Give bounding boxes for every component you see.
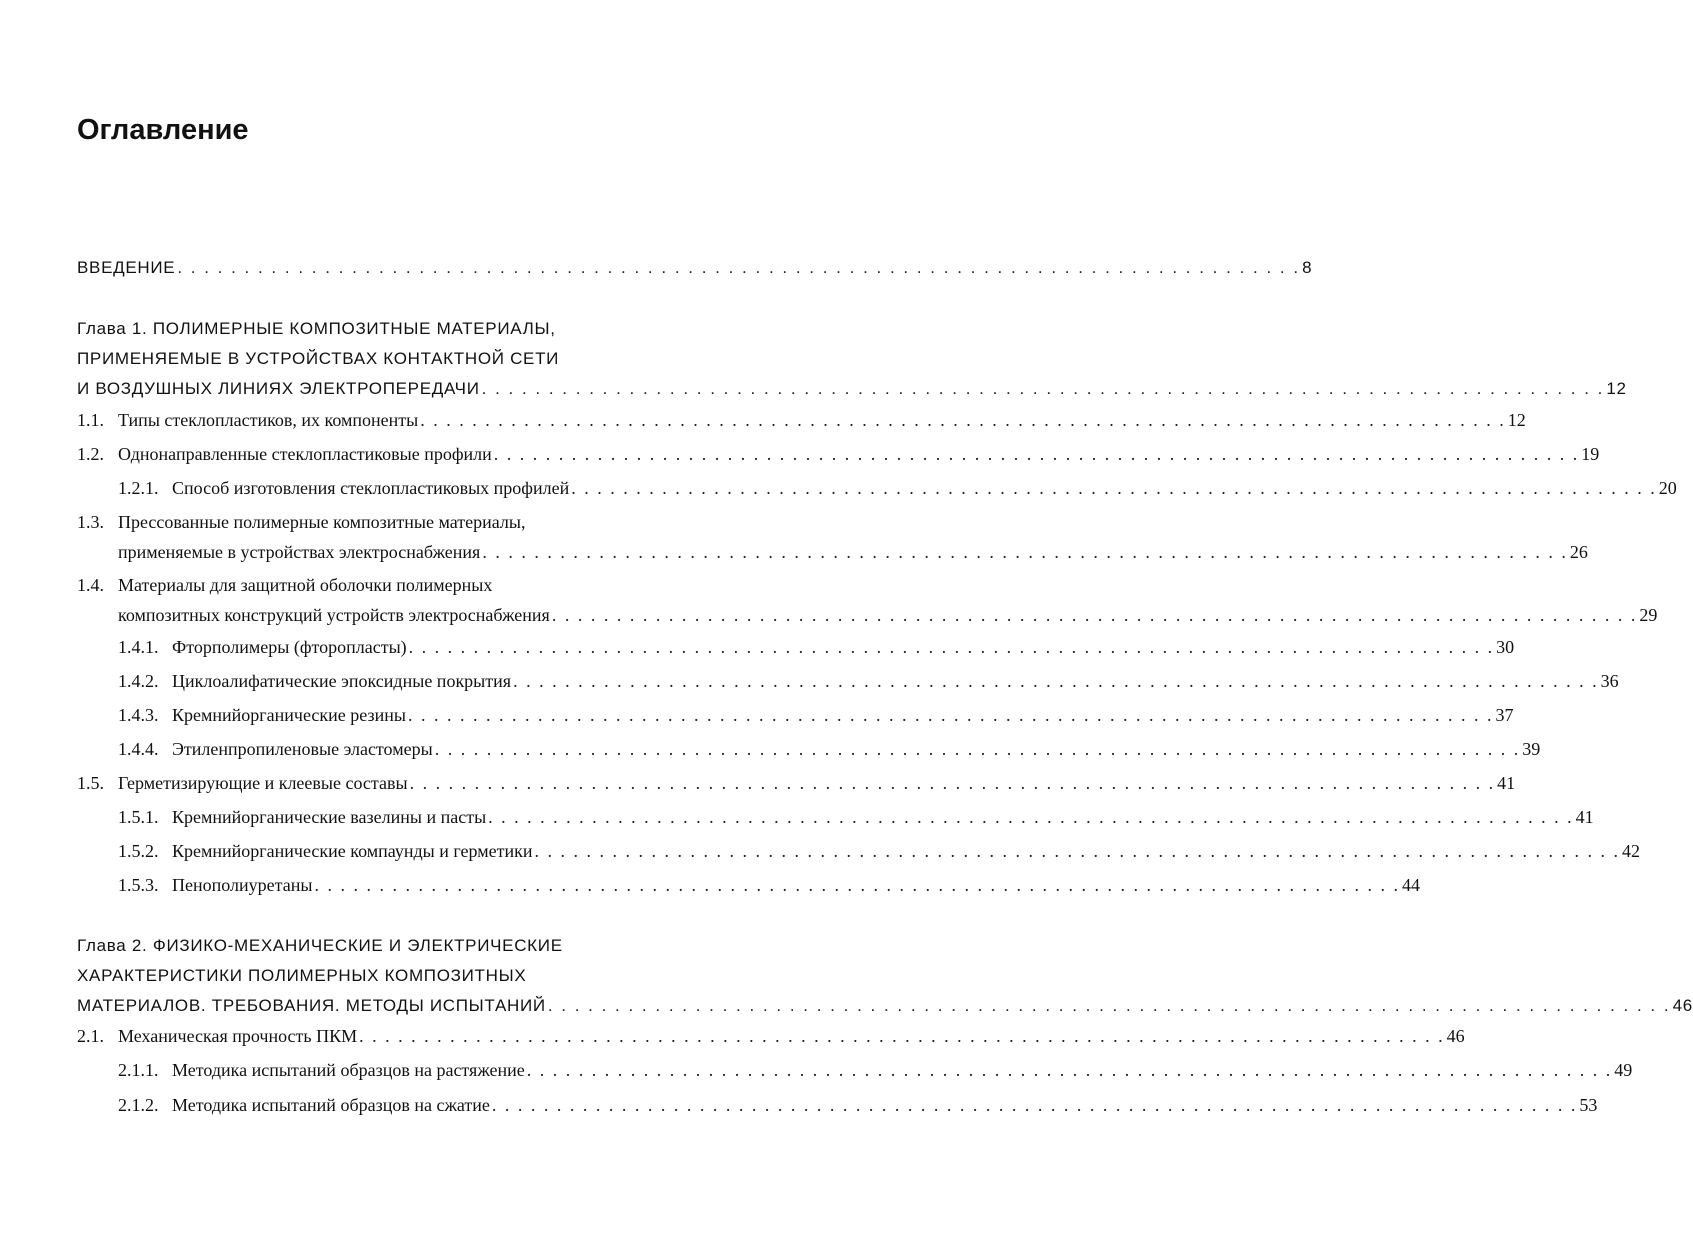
section-title: композитных конструкций устройств электроснабжения [118, 605, 550, 625]
section-number: 2.1. [77, 1026, 104, 1046]
toc-section-1-4[interactable] [77, 570, 1658, 630]
chapter-title-line: ПОЛИМЕРНЫЕ КОМПОЗИТНЫЕ МАТЕРИАЛЫ, [152, 319, 556, 338]
page-number: 46 [1446, 1026, 1465, 1046]
chapter-title-line: МАТЕРИАЛОВ. ТРЕБОВАНИЯ. МЕТОДЫ ИСПЫТАНИЙ [77, 996, 546, 1015]
chapter-title-line: И ВОЗДУШНЫХ ЛИНИЯХ ЭЛЕКТРОПЕРЕДАЧИ [77, 379, 480, 398]
section-number: 1.5.1. [118, 807, 159, 827]
toc-section-1-5-2[interactable] [77, 836, 1640, 866]
section-number: 1.4.4. [118, 739, 159, 759]
dot-leader: . . . . . . . . . . . . . . . . . . . . . . . . . . . . . . . . . . . . . . . . . . . . . . . . . . . . . . . . . . . . . . . . . . . . . . . . . . . . . . . . . . . . [547, 996, 1671, 1015]
section-number: 1.4.3. [118, 705, 159, 725]
section-number: 1.3. [77, 512, 104, 532]
dot-leader: . . . . . . . . . . . . . . . . . . . . . . . . . . . . . . . . . . . . . . . . . . . . . . . . . . . . . . . . . . . . . . . . . . . . . . . . . . . . . . . . . . . . [359, 1026, 1445, 1046]
section-title: Фторполимеры (фторопласты) [172, 637, 407, 657]
page-number: 46 [1672, 996, 1693, 1015]
section-number: 1.4. [77, 575, 104, 595]
page-title: Оглавление [77, 114, 249, 146]
page-number: 41 [1575, 807, 1594, 827]
section-title: Пенополиуретаны [172, 875, 313, 895]
toc-chapter-1[interactable] [77, 314, 1627, 404]
toc-section-1-2-1[interactable] [77, 473, 1677, 503]
section-title: Типы стеклопластиков, их компоненты [118, 410, 419, 430]
toc-section-1-4-2[interactable] [77, 666, 1619, 696]
dot-leader: . . . . . . . . . . . . . . . . . . . . . . . . . . . . . . . . . . . . . . . . . . . . . . . . . . . . . . . . . . . . . . . . . . . . . . . . . . . . . . . . . . . . [482, 542, 1568, 562]
section-title: Кремнийорганические вазелины и пасты [172, 807, 487, 827]
dot-leader: . . . . . . . . . . . . . . . . . . . . . . . . . . . . . . . . . . . . . . . . . . . . . . . . . . . . . . . . . . . . . . . . . . . . . . . . . . . . . . . . . . . . [314, 875, 1400, 895]
page-number: 44 [1401, 875, 1420, 895]
dot-leader: . . . . . . . . . . . . . . . . . . . . . . . . . . . . . . . . . . . . . . . . . . . . . . . . . . . . . . . . . . . . . . . . . . . . . . . . . . . . . . . . . . . . [513, 671, 1599, 691]
page-number: 41 [1497, 773, 1516, 793]
section-title: Кремнийорганические резины [172, 705, 406, 725]
dot-leader: . . . . . . . . . . . . . . . . . . . . . . . . . . . . . . . . . . . . . . . . . . . . . . . . . . . . . . . . . . . . . . . . . . . . . . . . . . . . . . . . . . . . [177, 258, 1301, 277]
dot-leader: . . . . . . . . . . . . . . . . . . . . . . . . . . . . . . . . . . . . . . . . . . . . . . . . . . . . . . . . . . . . . . . . . . . . . . . . . . . . . . . . . . . . [420, 410, 1506, 430]
page-number: 53 [1579, 1095, 1598, 1115]
dot-leader: . . . . . . . . . . . . . . . . . . . . . . . . . . . . . . . . . . . . . . . . . . . . . . . . . . . . . . . . . . . . . . . . . . . . . . . . . . . . . . . . . . . . [409, 773, 1496, 793]
section-title: Герметизирующие и клеевые составы [118, 773, 408, 793]
page-number: 19 [1581, 444, 1600, 464]
toc-entry-intro[interactable] [77, 253, 1313, 283]
dot-leader: . . . . . . . . . . . . . . . . . . . . . . . . . . . . . . . . . . . . . . . . . . . . . . . . . . . . . . . . . . . . . . . . . . . . . . . . . . . . . . . . . . . . [407, 705, 1494, 725]
toc-section-1-1[interactable] [77, 405, 1526, 435]
page-number: 20 [1658, 478, 1677, 498]
page-number: 39 [1522, 739, 1541, 759]
section-title: Циклоалифатические эпоксидные покрытия [172, 671, 512, 691]
section-number: 1.4.1. [118, 637, 159, 657]
section-title: Однонаправленные стеклопластиковые профили [118, 444, 492, 464]
toc-section-1-4-1[interactable] [77, 632, 1515, 662]
section-title: применяемые в устройствах электроснабжения [118, 542, 481, 562]
section-title: Материалы для защитной оболочки полимерных [118, 575, 493, 595]
toc-entry-title: ВВЕДЕНИЕ [77, 258, 176, 277]
dot-leader: . . . . . . . . . . . . . . . . . . . . . . . . . . . . . . . . . . . . . . . . . . . . . . . . . . . . . . . . . . . . . . . . . . . . . . . . . . . . . . . . . . . . [434, 739, 1521, 759]
toc-section-1-3[interactable] [77, 507, 1588, 567]
section-title: Способ изготовления стеклопластиковых профилей [172, 478, 570, 498]
dot-leader: . . . . . . . . . . . . . . . . . . . . . . . . . . . . . . . . . . . . . . . . . . . . . . . . . . . . . . . . . . . . . . . . . . . . . . . . . . . . . . . . . . . . [526, 1060, 1613, 1080]
section-title: Методика испытаний образцов на растяжение [172, 1060, 525, 1080]
toc-section-1-5-1[interactable] [77, 802, 1594, 832]
dot-leader: . . . . . . . . . . . . . . . . . . . . . . . . . . . . . . . . . . . . . . . . . . . . . . . . . . . . . . . . . . . . . . . . . . . . . . . . . . . . . . . . . . . . [488, 807, 1574, 827]
chapter-title-line: ПРИМЕНЯЕМЫЕ В УСТРОЙСТВАХ КОНТАКТНОЙ СЕТИ [77, 349, 560, 368]
page-number: 30 [1496, 637, 1515, 657]
page-number: 12 [1507, 410, 1526, 430]
dot-leader: . . . . . . . . . . . . . . . . . . . . . . . . . . . . . . . . . . . . . . . . . . . . . . . . . . . . . . . . . . . . . . . . . . . . . . . . . . . . . . . . . . . . [481, 379, 1605, 398]
page-number: 12 [1606, 379, 1627, 398]
page-number: 36 [1600, 671, 1619, 691]
chapter-title-line: ФИЗИКО-МЕХАНИЧЕСКИЕ И ЭЛЕКТРИЧЕСКИЕ [152, 936, 563, 955]
chapter-prefix: Глава 1. [77, 319, 148, 338]
dot-leader: . . . . . . . . . . . . . . . . . . . . . . . . . . . . . . . . . . . . . . . . . . . . . . . . . . . . . . . . . . . . . . . . . . . . . . . . . . . . . . . . . . . . [534, 841, 1620, 861]
section-number: 1.5.3. [118, 875, 159, 895]
page-number: 49 [1614, 1060, 1633, 1080]
toc-section-1-2[interactable] [77, 439, 1600, 469]
dot-leader: . . . . . . . . . . . . . . . . . . . . . . . . . . . . . . . . . . . . . . . . . . . . . . . . . . . . . . . . . . . . . . . . . . . . . . . . . . . . . . . . . . . . [551, 605, 1638, 625]
dot-leader: . . . . . . . . . . . . . . . . . . . . . . . . . . . . . . . . . . . . . . . . . . . . . . . . . . . . . . . . . . . . . . . . . . . . . . . . . . . . . . . . . . . . [408, 637, 1495, 657]
toc-section-1-4-4[interactable] [77, 734, 1541, 764]
toc-section-1-4-3[interactable] [77, 700, 1514, 730]
toc-section-2-1[interactable] [77, 1021, 1465, 1051]
section-number: 1.5.2. [118, 841, 159, 861]
section-number: 1.2.1. [118, 478, 159, 498]
page-number: 42 [1622, 841, 1640, 861]
section-title: Этиленпропиленовые эластомеры [172, 739, 433, 759]
dot-leader: . . . . . . . . . . . . . . . . . . . . . . . . . . . . . . . . . . . . . . . . . . . . . . . . . . . . . . . . . . . . . . . . . . . . . . . . . . . . . . . . . . . . [491, 1095, 1578, 1115]
dot-leader: . . . . . . . . . . . . . . . . . . . . . . . . . . . . . . . . . . . . . . . . . . . . . . . . . . . . . . . . . . . . . . . . . . . . . . . . . . . . . . . . . . . . [571, 478, 1657, 498]
toc-section-1-5-3[interactable] [77, 870, 1420, 900]
toc-section-1-5[interactable] [77, 768, 1516, 798]
page-number: 26 [1569, 542, 1588, 562]
section-number: 2.1.2. [118, 1095, 159, 1115]
dot-leader: . . . . . . . . . . . . . . . . . . . . . . . . . . . . . . . . . . . . . . . . . . . . . . . . . . . . . . . . . . . . . . . . . . . . . . . . . . . . . . . . . . . . [493, 444, 1580, 464]
toc-section-2-1-1[interactable] [77, 1055, 1633, 1085]
section-title: Методика испытаний образцов на сжатие [172, 1095, 490, 1115]
section-number: 2.1.1. [118, 1060, 159, 1080]
section-number: 1.1. [77, 410, 104, 430]
section-title: Механическая прочность ПКМ [118, 1026, 358, 1046]
page-number: 37 [1495, 705, 1514, 725]
section-number: 1.4.2. [118, 671, 159, 691]
chapter-title-line: ХАРАКТЕРИСТИКИ ПОЛИМЕРНЫХ КОМПОЗИТНЫХ [77, 966, 527, 985]
chapter-prefix: Глава 2. [77, 936, 148, 955]
section-title: Кремнийорганические компаунды и герметики [172, 841, 533, 861]
toc-chapter-2[interactable] [77, 931, 1693, 1021]
page-number: 8 [1302, 258, 1313, 277]
section-number: 1.5. [77, 773, 104, 793]
toc-section-2-1-2[interactable] [77, 1090, 1598, 1120]
section-number: 1.2. [77, 444, 104, 464]
section-title: Прессованные полимерные композитные материалы, [118, 512, 526, 532]
page-number: 29 [1639, 605, 1658, 625]
